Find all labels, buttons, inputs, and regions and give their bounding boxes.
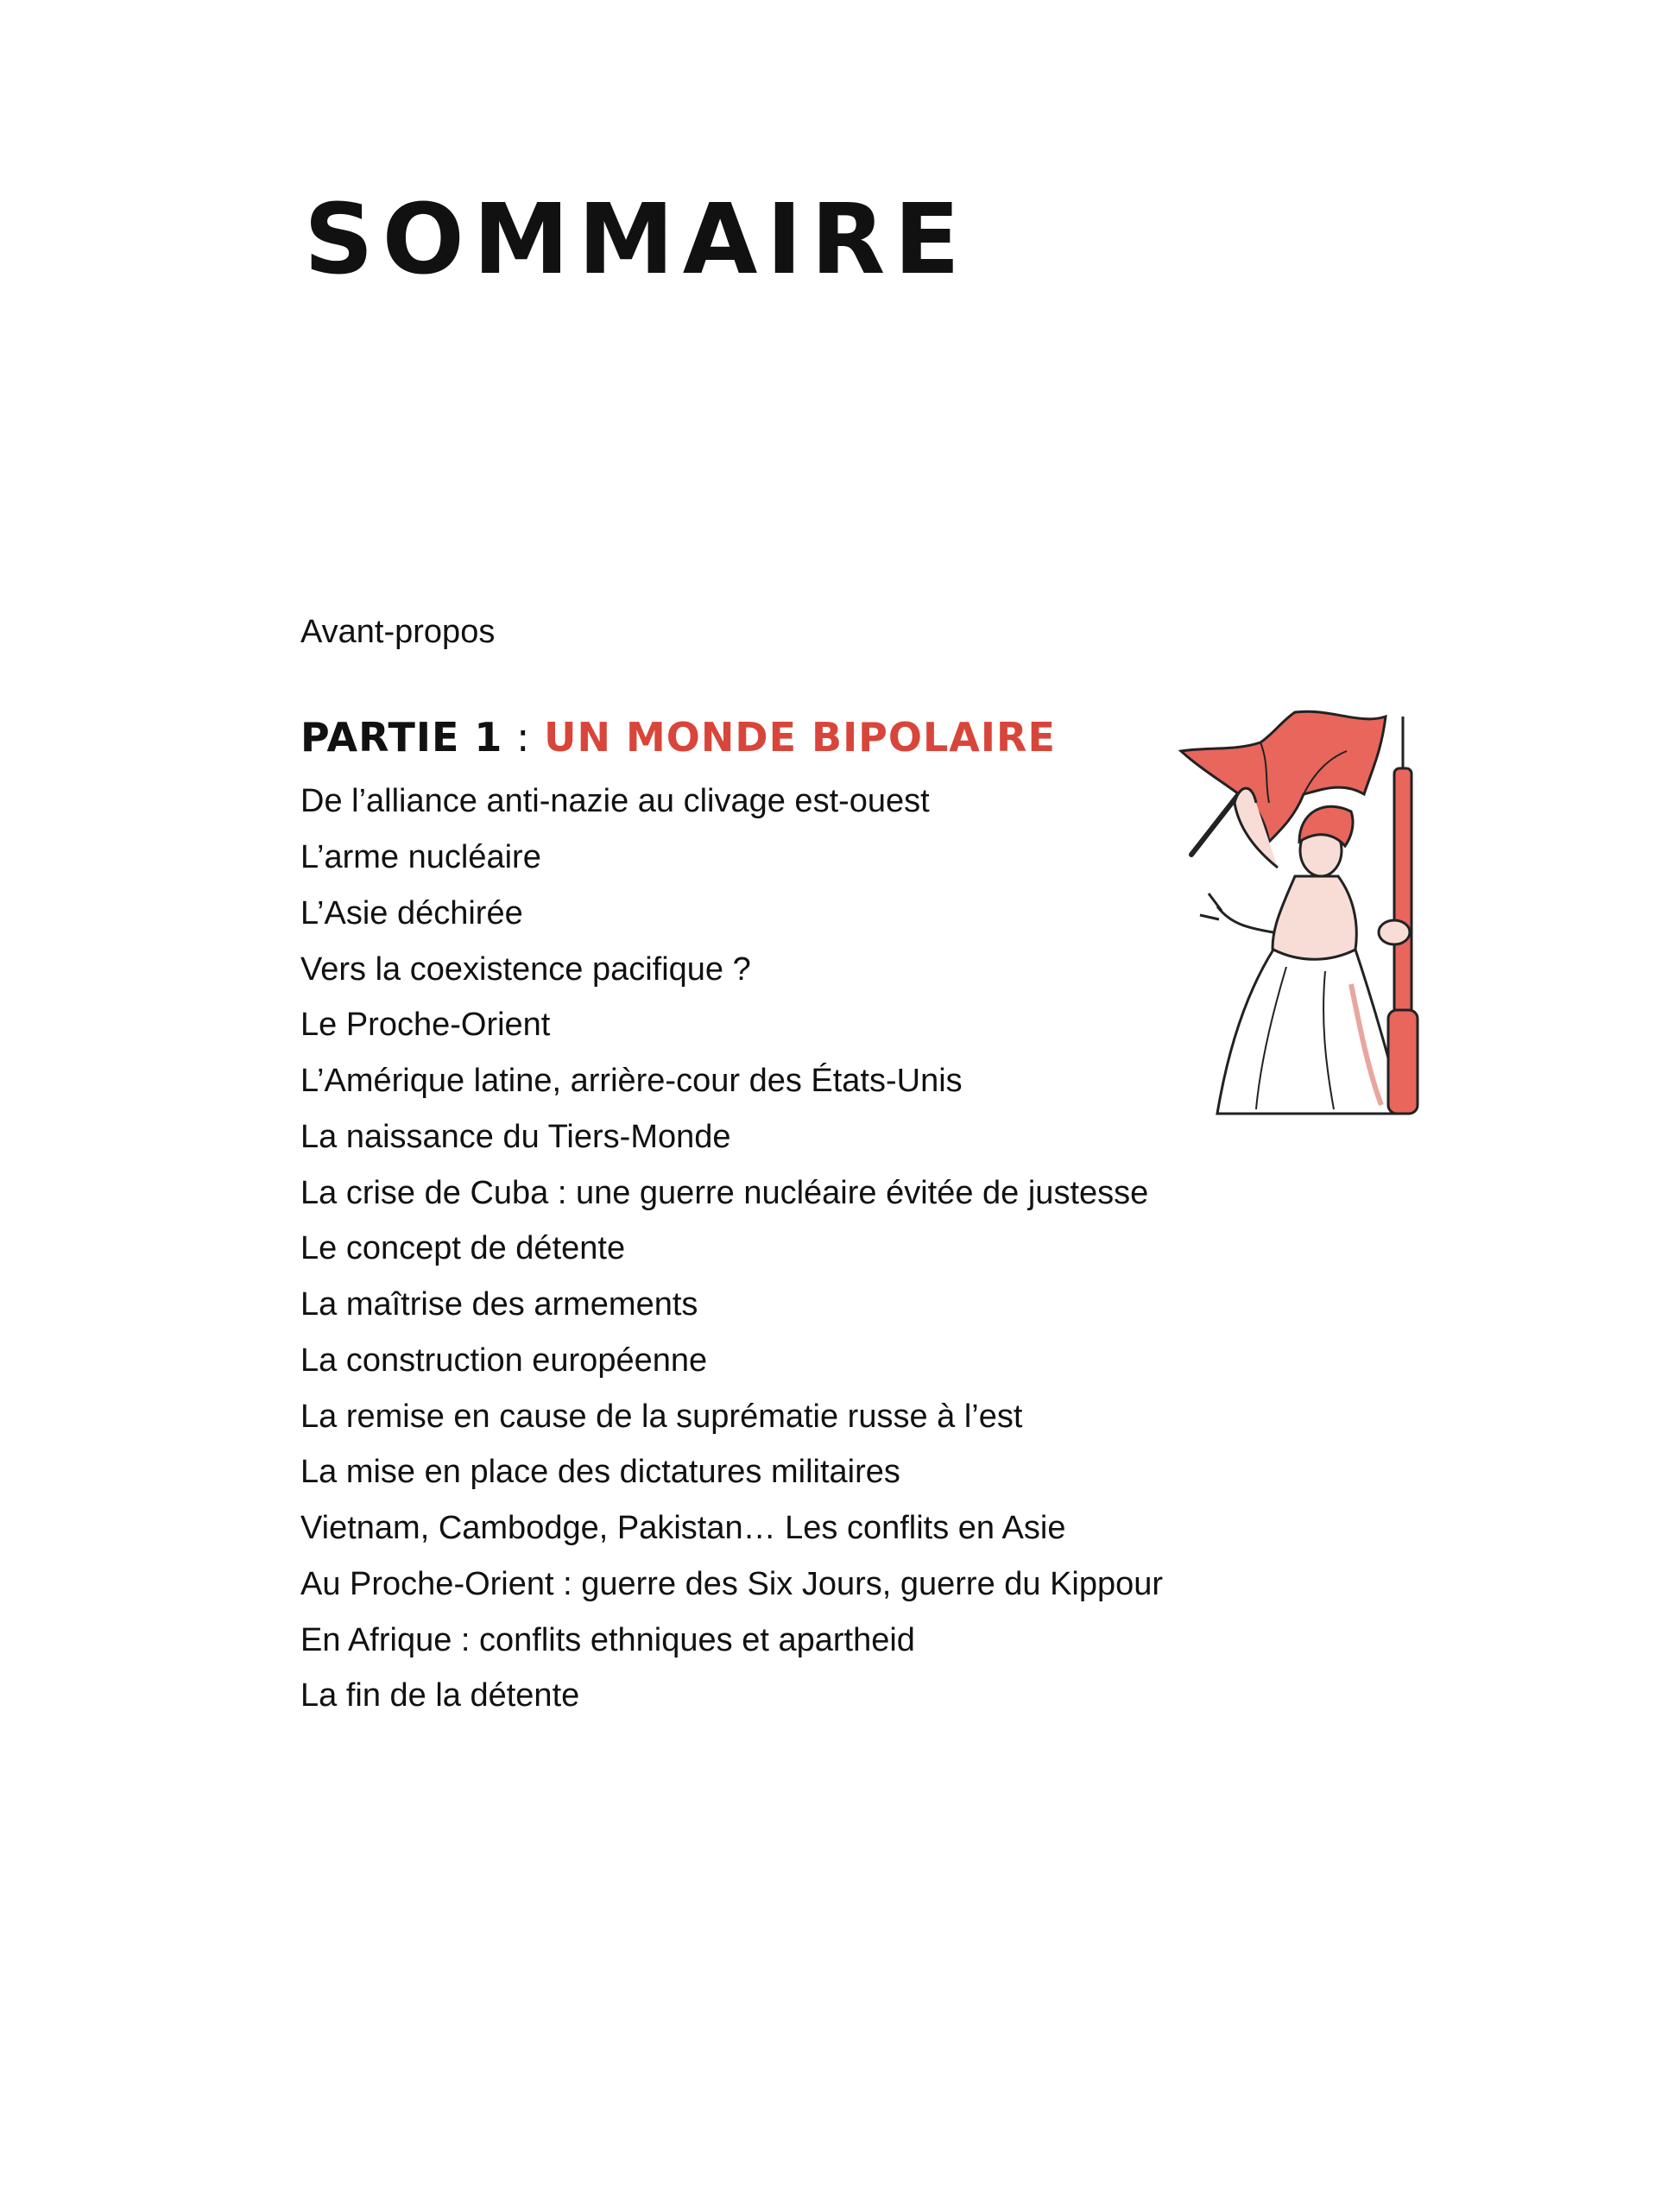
entry-title: La maîtrise des armements <box>300 1285 698 1323</box>
entry-title: La construction européenne <box>300 1342 708 1379</box>
entry-title: Le Proche-Orient <box>300 1006 551 1043</box>
entry-title: La crise de Cuba : une guerre nucléaire évitée de justesse <box>300 1174 1149 1211</box>
entry-title: Au Proche-Orient : guerre des Six Jours, guerre du Kippour <box>300 1565 1164 1602</box>
entry-title: En Afrique : conflits ethniques et apartheid <box>300 1621 915 1658</box>
entry-title: Vers la coexistence pacifique ? <box>300 950 751 988</box>
entry-title: La fin de la détente <box>300 1676 580 1714</box>
entry-title: L’arme nucléaire <box>300 838 541 875</box>
entry-title: Le concept de détente <box>300 1229 626 1266</box>
entry-title: L’Amérique latine, arrière-cour des États-Unis <box>300 1062 963 1099</box>
marianne-flag-illustration <box>1174 699 1433 1131</box>
entry-title: La remise en cause de la suprématie russe à l’est <box>300 1398 1023 1435</box>
page-title: SOMMAIRE <box>304 184 969 296</box>
entry-title: Avant-propos <box>300 613 496 650</box>
entry-title: Vietnam, Cambodge, Pakistan… Les conflits en Asie <box>300 1509 1066 1546</box>
part-separator: : <box>502 714 545 761</box>
part-name: UN MONDE BIPOLAIRE <box>544 714 1056 761</box>
entry-title: La mise en place des dictatures militaires <box>300 1453 900 1490</box>
entry-title: De l’alliance anti-nazie au clivage est-ouest <box>300 782 930 819</box>
part-number: PARTIE 1 <box>300 714 503 761</box>
entry-title: La naissance du Tiers-Monde <box>300 1118 731 1155</box>
entry-title: L’Asie déchirée <box>300 894 523 931</box>
part-heading <box>300 714 1056 761</box>
